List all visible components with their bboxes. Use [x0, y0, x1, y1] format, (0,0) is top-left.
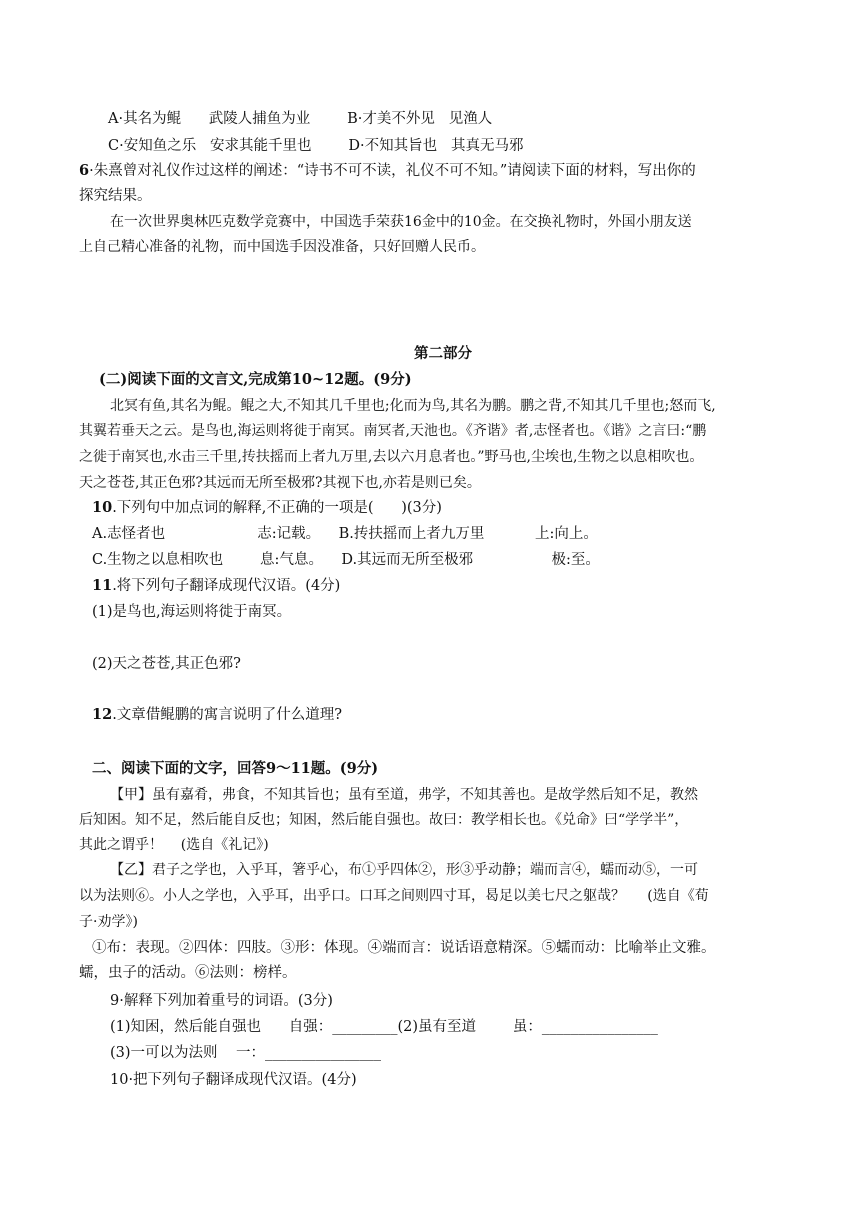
question-9-item-3: (3)一可以为法则 一：________________	[110, 1045, 381, 1061]
yi-line-3: 子·劝学》)	[79, 914, 138, 930]
yi-line-1: 【乙】君子之学也，入乎耳，箸乎心，布①乎四体②，形③乎动静；端而言④，蠕而动⑤，一可	[110, 862, 698, 878]
question-11	[92, 579, 340, 594]
question-text: .下列句中加点词的解释,不正确的一项是( )(3分)	[112, 500, 442, 516]
section-b-heading: 二、阅读下面的文字，回答9～11题。(9分)	[92, 760, 379, 777]
jia-line-1: 【甲】虽有嘉肴，弗食，不知其旨也；虽有至道，弗学，不知其善也。是故学然后知不足，教然	[110, 787, 698, 803]
jia-line-2: 后知困。知不足，然后能自反也；知困，然后能自强也。故曰：教学相长也。《兑命》曰“学学半”，	[79, 812, 689, 828]
yi-line-2: 以为法则⑥。小人之学也，入乎耳，出乎口。口耳之间则四寸耳，曷足以美七尺之躯哉？ (选自《荀	[79, 888, 709, 904]
question-10-options-ab: A.志怪者也 志:记载。 B.抟扶摇而上者九万里 上:向上。	[92, 526, 598, 542]
section-title: 第二部分	[414, 345, 472, 362]
question-10-options-cd: C.生物之以息相吹也 息:气息。 D.其远而无所至极邪 极:至。	[92, 552, 600, 568]
section-heading: (二)阅读下面的文言文,完成第10~12题。(9分)	[99, 371, 412, 388]
question-number: 11	[92, 577, 113, 594]
options-ab: A·其名为鲲 武陵人捕鱼为业 B·才美不外见 见渔人	[108, 111, 493, 127]
notes-line-1: ①布：表现。②四体：四肢。③形：体现。④端而言：说话语意精深。⑤蠕而动：比喻举止文雅。	[92, 940, 716, 956]
question-6-cont: 探究结果。	[79, 188, 152, 204]
question-9: 9·解释下列加着重号的词语。(3分)	[110, 993, 333, 1009]
question-text: ·朱熹曾对礼仪作过这样的阐述：“诗书不可不读，礼仪不可不知。”请阅读下面的材料，写出你的	[89, 163, 696, 179]
jia-line-3: 其此之谓乎！ (选自《礼记》)	[79, 837, 269, 853]
question-10	[92, 501, 442, 516]
question-11-part-1: (1)是鸟也,海运则将徙于南冥。	[92, 604, 292, 620]
question-10b: 10·把下列句子翻译成现代汉语。(4分)	[110, 1072, 357, 1088]
passage-line-1: 北冥有鱼,其名为鲲。鲲之大,不知其几千里也;化而为鸟,其名为鹏。鹏之背,不知其几千里也;怒而飞,	[110, 398, 716, 414]
question-11-part-2: (2)天之苍苍,其正色邪?	[92, 656, 241, 672]
question-number: 12	[92, 706, 113, 723]
question-6	[79, 164, 696, 179]
options-cd: C·安知鱼之乐 安求其能千里也 D·不知其旨也 其真无马邪	[108, 138, 524, 154]
question-number: 6	[79, 162, 90, 179]
question-text: .文章借鲲鹏的寓言说明了什么道理?	[112, 707, 343, 723]
question-12	[92, 708, 342, 723]
question-number: 10	[92, 499, 113, 516]
question-text: .将下列句子翻译成现代汉语。(4分)	[112, 578, 341, 594]
material-line-2: 上自己精心准备的礼物，而中国选手因没准备，只好回赠人民币。	[79, 239, 485, 255]
notes-line-2: 蠕，虫子的活动。⑥法则：榜样。	[79, 965, 297, 981]
passage-line-2: 其翼若垂天之云。是鸟也,海运则将徙于南冥。南冥者,天池也。《齐谐》者,志怪者也。《谐》之言曰:“鹏	[79, 423, 707, 439]
question-9-items-1-2: (1)知困，然后能自强也 自强：_________(2)虽有至道 虽：________________	[110, 1019, 658, 1035]
material-line-1: 在一次世界奥林匹克数学竞赛中，中国选手荣获16金中的10金。在交换礼物时，外国小朋友送	[110, 214, 692, 230]
passage-line-3: 之徙于南冥也,水击三千里,抟扶摇而上者九万里,去以六月息者也。”野马也,尘埃也,生物之以息相吹也。	[79, 449, 704, 465]
passage-line-4: 天之苍苍,其正色邪?其远而无所至极邪?其视下也,亦若是则已矣。	[79, 475, 481, 491]
